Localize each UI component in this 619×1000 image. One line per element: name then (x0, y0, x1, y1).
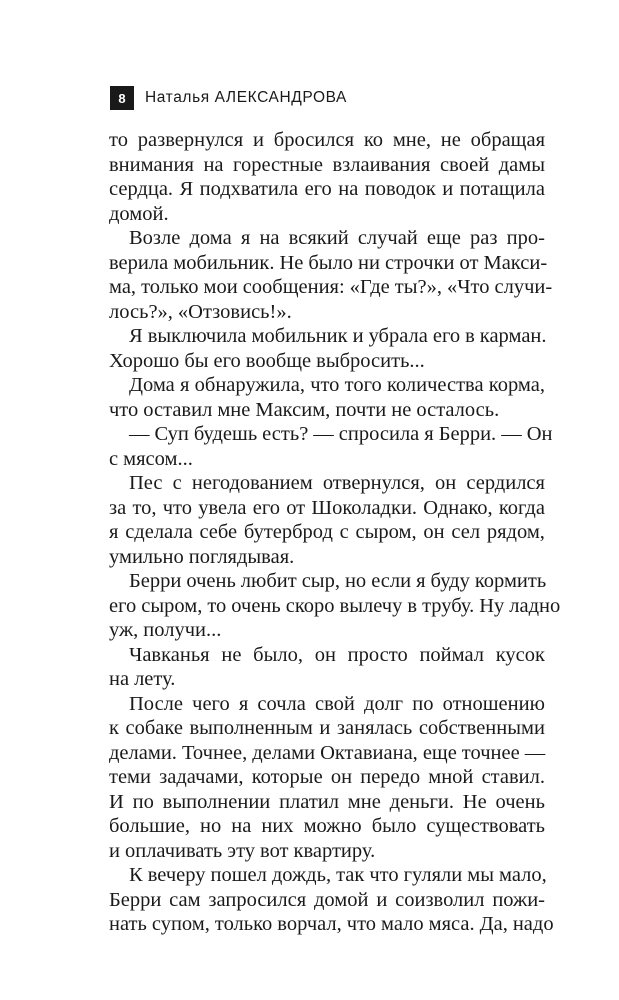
text-line: ма, только мои сообщения: «Где ты?», «Что случи- (109, 276, 553, 298)
text-line: умильно поглядывая. (109, 545, 295, 568)
text-line: что оставил мне Максим, почти не осталось. (109, 398, 500, 421)
text-line: Хорошо бы его вообще выбросить... (109, 349, 425, 372)
text-line: то развернулся и бросился ко мне, не обращая (109, 129, 545, 151)
text-line: Пес с негодованием отвернулся, он сердился (129, 472, 545, 494)
text-line: лось?», «Отзовись!». (109, 300, 292, 323)
text-line: верила мобильник. Не было ни строчки от Макси- (109, 251, 548, 274)
text-line: К вечеру пошел дождь, так что гуляли мы мало, (129, 864, 547, 886)
text-line: После чего я сочла свой долг по отношению (129, 692, 545, 715)
text-line: И по выполнении платил мне деньги. Не очень (109, 790, 545, 813)
text-line: его сыром, то очень скоро вылечу в трубу. Ну ладно (109, 594, 561, 617)
text-line: с мясом... (109, 447, 193, 470)
text-line: сердца. Я подхватила его на поводок и потащила (109, 178, 545, 200)
text-line: Берри очень любит сыр, но если я буду кормить (129, 570, 547, 592)
text-line: делами. Точнее, делами Октавиана, еще точнее — (109, 741, 546, 764)
text-line: теми задачами, которые он передо мной ставил. (109, 766, 545, 788)
text-line: Дома я обнаружила, что того количества корма, (129, 374, 545, 396)
text-line: Чавканья не было, он просто поймал кусок (129, 643, 545, 666)
text-line: — Суп будешь есть? — спросила я Берри. — Он (129, 423, 553, 445)
text-line: большие, но на них можно было существовать (109, 815, 545, 837)
text-line: Я выключила мобильник и убрала его в карман. (129, 325, 547, 347)
text-line: внимания на горестные взлаивания своей дамы (109, 153, 545, 176)
running-head-author: Наталья АЛЕКСАНДРОВА (145, 89, 347, 106)
text-line: я сделала себе бутерброд с сыром, он сел рядом, (109, 521, 545, 543)
text-line: и оплачивать эту вот квартиру. (109, 839, 376, 862)
text-line: на лету. (109, 668, 176, 690)
text-line: Возле дома я на всякий случай еще раз про- (129, 227, 545, 249)
page-header (110, 86, 347, 110)
body-text (109, 128, 561, 937)
text-line: за то, что увела его от Шоколадки. Однако, когда (109, 496, 545, 519)
text-line: нать супом, только ворчал, что мало мяса. Да, надо (109, 913, 554, 935)
text-line: уж, получи... (109, 619, 222, 641)
page-number: 8 (110, 86, 134, 110)
text-line: к собаке выполненным и занялась собственными (109, 717, 545, 739)
text-line: Берри сам запросился домой и соизволил пожи- (109, 888, 545, 911)
text-line: домой. (109, 202, 169, 225)
